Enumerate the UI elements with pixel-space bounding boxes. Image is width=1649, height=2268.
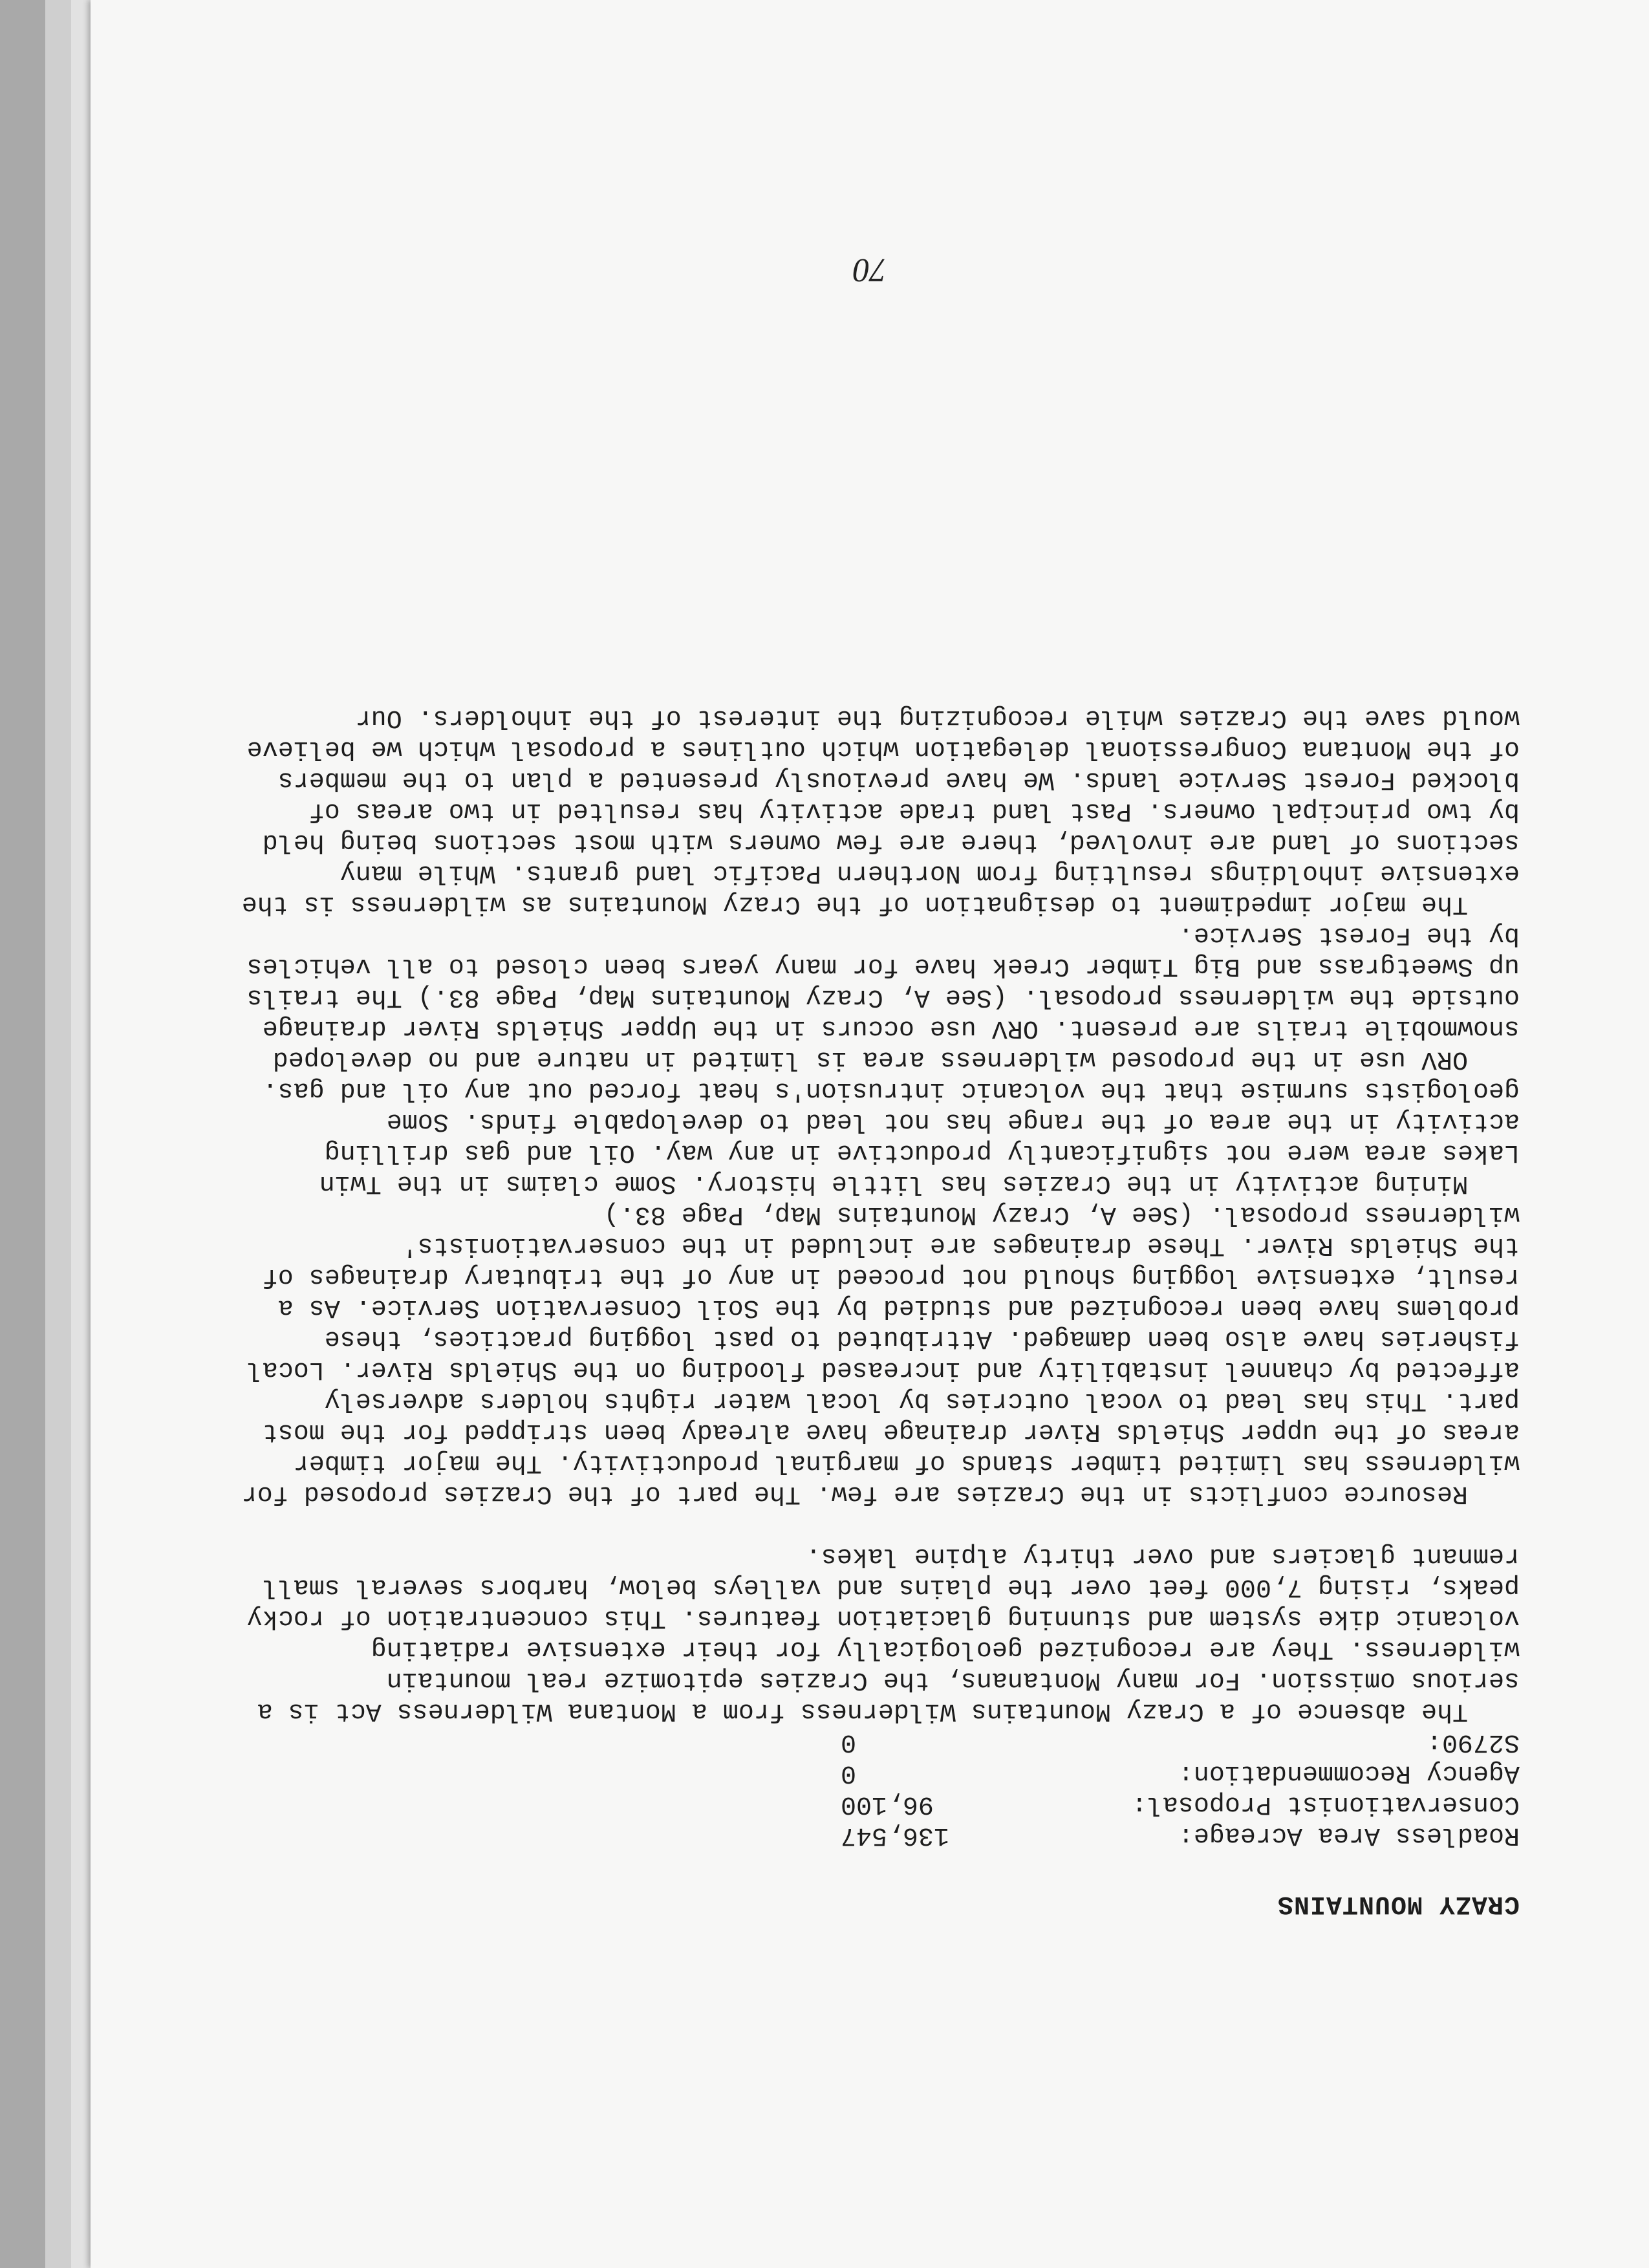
- stat-row: [233, 1757, 1520, 1788]
- page-stack-edge: [45, 0, 72, 2268]
- stat-row: [233, 1726, 1520, 1757]
- page-content: [233, 702, 1520, 1919]
- stat-value: 0: [841, 1758, 857, 1787]
- page-number: 70: [853, 252, 887, 288]
- page-stack-edge: [71, 0, 92, 2268]
- document-page: [91, 0, 1649, 2268]
- page-stack-edge: [0, 0, 47, 2268]
- paragraph: ORV use in the proposed wilderness area is limited in nature and no developed snowmobile trails are present. ORV use occurs in the Upper Shields River drainage outside the wilderness proposal. (See A, Crazy Mountains Map, Page 83.) The trails up Sweetgrass and Big Timber Creek have for many years been closed to all vehicles by the Forest Service.: [246, 920, 1520, 1074]
- paragraph: The absence of a Crazy Mountains Wilderness from a Montana Wilderness Act is a serious omission. For many Montanans, the Crazies epitomize real mountain wilderness. They are recognized geologically for their extensive radiating volcanic dike system and stunning glaciation features. This concentration of rocky peaks, rising 7,000 feet over the plains and valleys below, harbors several small remnant glaciers and over thirty alpine lakes.: [246, 1541, 1520, 1725]
- stat-label: Agency Recommendation:: [1178, 1758, 1520, 1787]
- paragraph: Mining activity in the Crazies has little history. Some claims in the Twin Lakes area were not significantly productive in any way. Oil and gas drilling activity in the area of the range has not lead to developable finds. Some geologists surmise that the volcanic intrusion's heat forced out any oil and gas.: [262, 1075, 1520, 1198]
- paragraph: Resource conflicts in the Crazies are few. The part of the Crazies proposed for wilderness has limited timber stands of marginal productivity. The major timber areas of the upper Shields River drainage have already been stripped for the most part. This has lead to vocal outcries by local water rights holders adversely affected by channel instability and increased flooding on the Shields River. Local fisheries have also been damaged. Attributed to past logging practices, these problems have been recognized and studied by the Soil Conservation Service. As a result, extensive logging should not proceed in any of the tributary drainages of the Shields River. These drainages are included in the conservationists' wilderness proposal. (See A, Crazy Mountains Map, Page 83.): [241, 1200, 1520, 1508]
- stat-label: Conservationist Proposal:: [1131, 1789, 1520, 1819]
- stat-row: [233, 1819, 1520, 1850]
- stat-value: 0: [841, 1727, 857, 1756]
- paragraph: The major impediment to designation of the Crazy Mountains as wilderness is the extensive inholdings resulting from Northern Pacific land grants. While many sections of land are involved, there are few owners with most sections being held by two principal owners. Past land trade activity has resulted in two areas of blocked Forest Service lands. We have previously presented a plan to the members of the Montana Congressional delegation which outlines a proposal which we believe would save the Crazies while recognizing the interest of the inholders. Our: [241, 703, 1520, 918]
- acreage-stats: [233, 1726, 1520, 1850]
- section-title: CRAZY MOUNTAINS: [1277, 1889, 1520, 1918]
- stat-value: 96,100: [841, 1789, 934, 1819]
- stat-row: [233, 1788, 1520, 1819]
- inverted-document: [91, 0, 1649, 2268]
- stat-label: S2790:: [1426, 1727, 1520, 1756]
- stat-label: Roadless Area Acreage:: [1178, 1820, 1520, 1850]
- stat-value: 136,547: [841, 1820, 950, 1850]
